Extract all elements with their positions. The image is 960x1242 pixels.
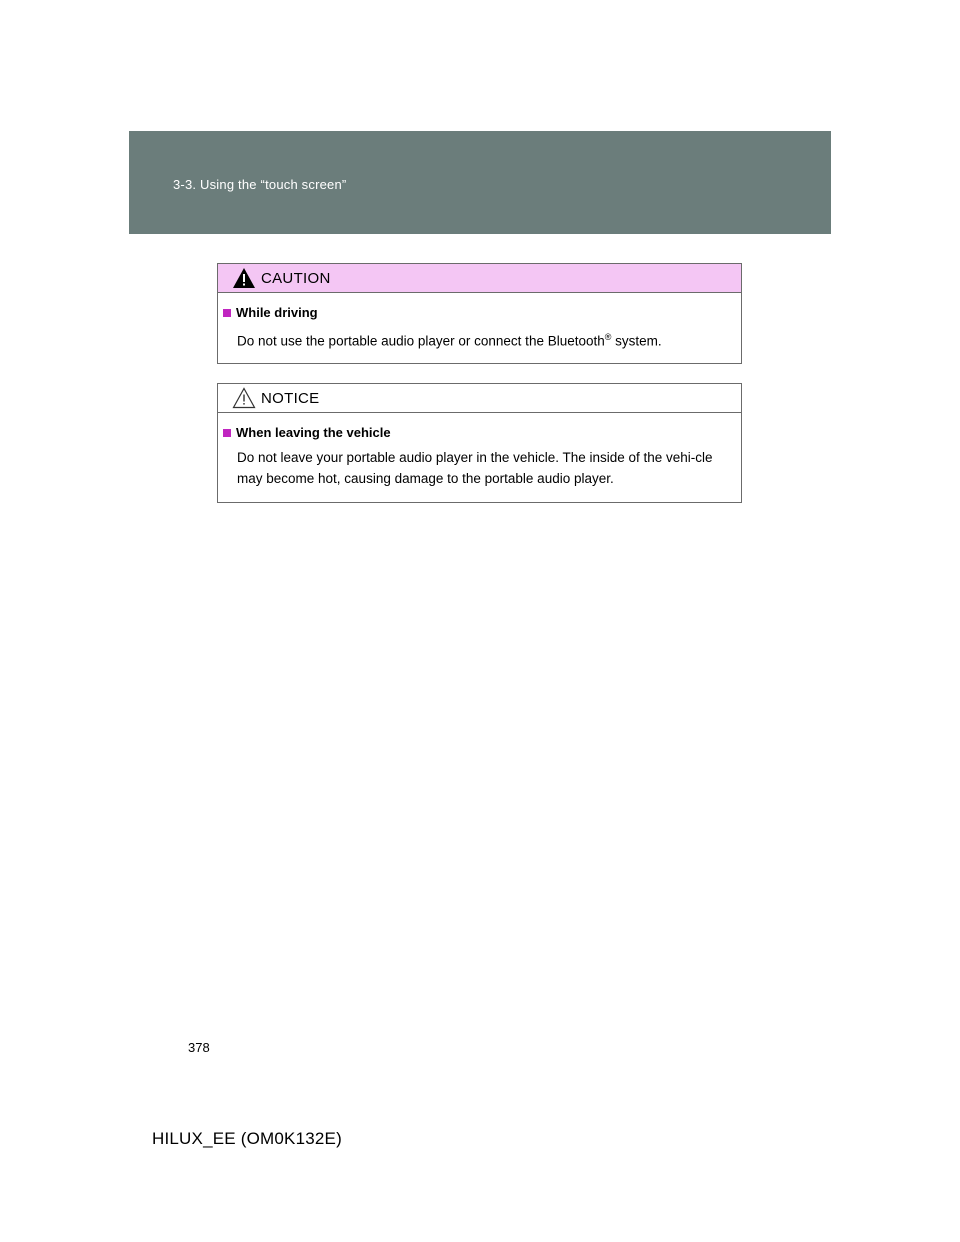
warning-triangle-filled-icon — [232, 267, 256, 289]
caution-header — [218, 264, 741, 293]
registered-mark: ® — [604, 332, 612, 342]
notice-item-title — [223, 425, 731, 440]
notice-box — [217, 383, 742, 503]
caution-text-after: system. — [611, 333, 662, 349]
header-band — [129, 131, 831, 234]
caution-item-title — [223, 305, 731, 320]
page-number: 378 — [188, 1040, 210, 1055]
notice-header — [218, 384, 741, 413]
caution-label: CAUTION — [261, 269, 331, 287]
notice-item-text: Do not leave your portable audio player in the vehicle. The inside of the vehi-cle may become hot, causing damage to the portable audio player. — [237, 450, 713, 486]
caution-text-before: Do not use the portable audio player or connect the Bluetooth — [237, 333, 605, 349]
caution-box — [217, 263, 742, 364]
notice-item-title-text: When leaving the vehicle — [236, 425, 391, 440]
footer-model: HILUX_EE (OM0K132E) — [152, 1129, 342, 1148]
breadcrumb: 3-3. Using the “touch screen” — [173, 177, 347, 192]
warning-triangle-outline-icon — [232, 387, 256, 409]
square-bullet-icon — [223, 429, 231, 437]
caution-item-text — [223, 327, 731, 352]
caution-item-title-text: While driving — [236, 305, 318, 320]
notice-label: NOTICE — [261, 389, 320, 407]
square-bullet-icon — [223, 309, 231, 317]
